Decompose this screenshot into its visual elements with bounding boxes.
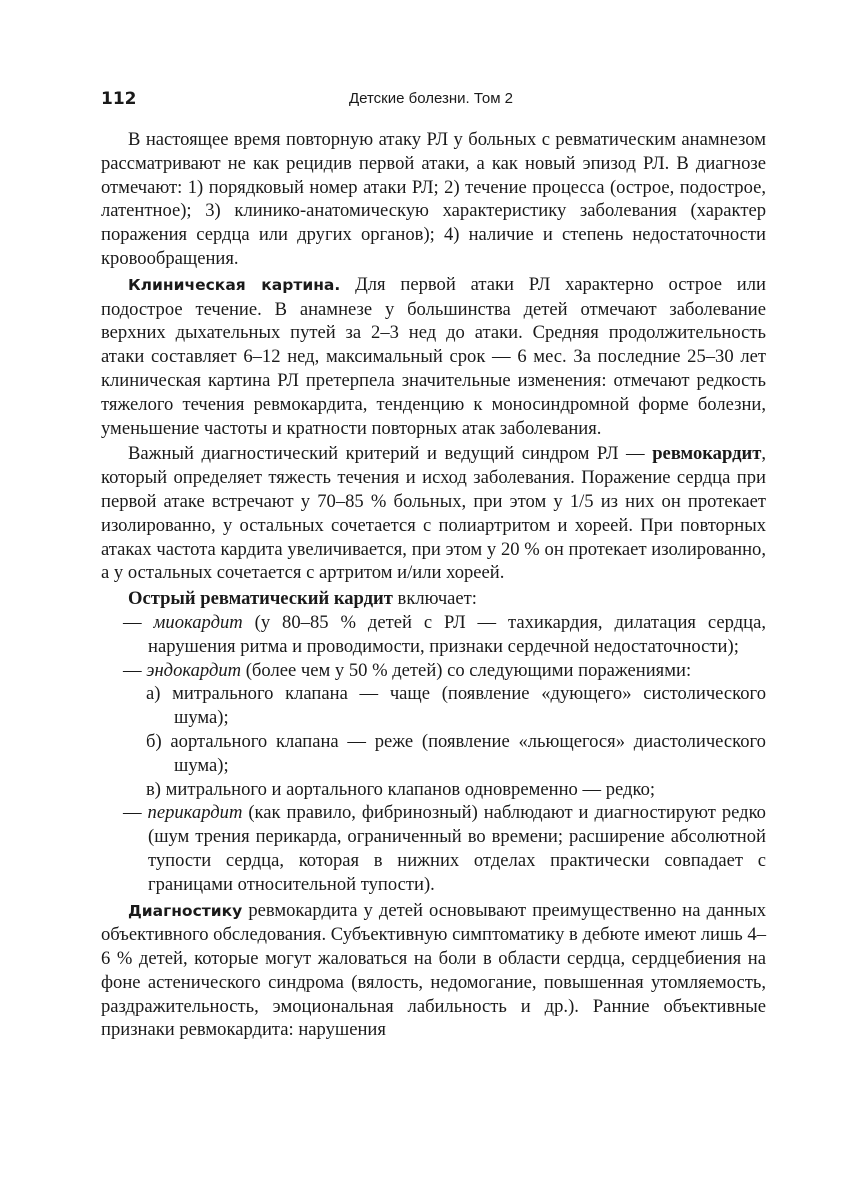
list-dash: — [123, 611, 154, 633]
paragraph-text: ревмокардита у детей основывают преимущественно на данных объективного обследования. Субъективную симптоматику в дебюте имеют лишь 4–6 % детей, которые могут жаловаться на боли в области сердца, сердцебиения на фоне астенического синдрома (вялость, недомогание, повышенная утомляемость, раздражительность, эмоциональная лабильность и др.). Ранние объективные признаки ревмокардита: нарушения [101, 899, 766, 1041]
carditis-list [101, 611, 766, 897]
page-number: 112 [101, 89, 137, 109]
list-item-text: (более чем у 50 % детей) со следующими поражениями: [241, 659, 692, 681]
term-rheumocarditis: ревмокардит [652, 443, 762, 465]
paragraph-text: В настоящее время повторную атаку РЛ у больных с ревматическим анамнезом рассматривают не как рецидив первой атаки, а как новый эпизод РЛ. В диагнозе отмечают: 1) порядковый номер атаки РЛ; 2) течение процесса (острое, подострое, латентное); 3) клинико-анатомическую характеристику заболевания (характер поражения сердца или других органов); 4) наличие и степень недостаточности кровообращения. [101, 129, 766, 269]
term-acute-carditis: Острый ревматический кардит [128, 588, 393, 610]
sublist-mark: в) [146, 778, 166, 800]
paragraph-text: Для первой атаки РЛ характерно острое или подострое течение. В анамнезе у большинства детей отмечают заболевание верхних дыхательных путей за 2–3 нед до атаки. Средняя продолжительность атаки составляет 6–12 нед, максимальный срок — 6 мес. За последние 25–30 лет клиническая картина РЛ претерпела значительные изменения: отмечают редкость тяжелого течения ревмокардита, тенденцию к моносиндромной форме болезни, уменьшение частоты и кратности повторных атак заболевания. [101, 273, 766, 439]
list-dash: — [123, 802, 148, 824]
sublist-text: митрального клапана — чаще (появление «дующего» систолического шума); [172, 683, 766, 729]
paragraph-clinical-picture [101, 273, 766, 441]
body-text [101, 128, 766, 1042]
list-item-text: (у 80–85 % детей с РЛ — тахикардия, дилатация сердца, нарушения ритма и проводимости, признаки сердечной недостаточности); [148, 611, 766, 657]
sublist-mark: а) [146, 683, 173, 705]
term-myocarditis: миокардит [153, 611, 243, 633]
sublist-text: аортального клапана — реже (появление «льющегося» диастолического шума); [170, 730, 766, 776]
running-title: Детские болезни. Том 2 [348, 90, 514, 107]
section-lead-diagnostics: Диагностику [128, 901, 243, 920]
sublist-text: митрального и аортального клапанов одновременно — редко; [165, 778, 656, 800]
paragraph-text: , который определяет тяжесть течения и исход заболевания. Поражение сердца при первой атаке встречают у 70–85 % больных, при этом у 1/5 из них он протекает изолированно, у остальных сочетается с полиартритом и хореей. При повторных атаках частота кардита увеличивается, при этом у 20 % он протекает изолированно, а у остальных сочетается с артритом и/или хореей. [101, 443, 766, 584]
sublist-item-mitral [101, 682, 766, 730]
paragraph-rheumocarditis [101, 442, 766, 585]
list-item-pericarditis [101, 801, 766, 896]
list-item-endocarditis [101, 659, 766, 802]
list-item-myocarditis [101, 611, 766, 659]
list-dash: — [123, 659, 147, 681]
paragraph-diagnosis-format [101, 128, 766, 271]
section-lead-clinical-picture: Клиническая картина. [128, 275, 341, 294]
term-pericarditis: перикардит [147, 802, 243, 824]
paragraph-text: включает: [392, 588, 477, 610]
page-header [101, 87, 761, 117]
list-item-text: (как правило, фибринозный) наблюдают и диагностируют редко (шум трения перикарда, ограниченный во времени; расширение абсолютной тупости сердца, которая в нижних отделах практически совпадает с границами относительной тупости). [148, 802, 766, 895]
term-endocarditis: эндокардит [146, 659, 242, 681]
paragraph-text: Важный диагностический критерий и ведущий синдром РЛ — [128, 443, 653, 465]
paragraph-diagnostics [101, 899, 766, 1043]
paragraph-acute-carditis [101, 587, 766, 611]
sublist-mark: б) [146, 730, 171, 752]
sublist-item-mitral-aortic [101, 778, 766, 802]
endocarditis-sublist [148, 682, 766, 801]
sublist-item-aortic [101, 730, 766, 778]
